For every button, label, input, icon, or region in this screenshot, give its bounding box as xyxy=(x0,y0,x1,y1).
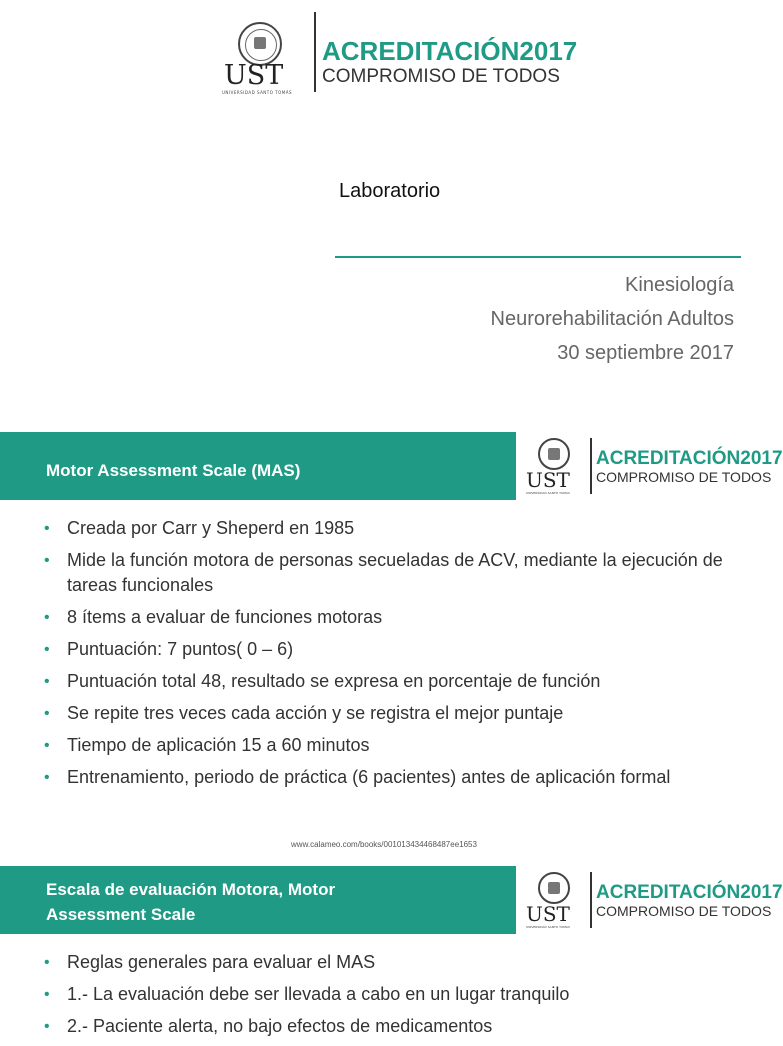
header-line: Escala de evaluación Motora, Motor xyxy=(46,880,336,899)
logo-divider xyxy=(314,12,316,92)
compromiso-text: COMPROMISO DE TODOS xyxy=(596,469,772,485)
acreditacion-text: ACREDITACIÓN2017 xyxy=(322,36,578,66)
list-item: • Reglas generales para evaluar el MAS xyxy=(44,950,724,975)
header-logo xyxy=(516,866,783,934)
header-line: Assessment Scale xyxy=(46,905,196,924)
source-link[interactable]: www.calameo.com/books/001013434468487ee1653 xyxy=(291,840,477,849)
list-item: • Entrenamiento, periodo de práctica (6 pacientes) antes de aplicación formal xyxy=(44,765,724,790)
list-item: • Se repite tres veces cada acción y se registra el mejor puntaje xyxy=(44,701,724,726)
ust-logo-text: UST xyxy=(526,902,570,926)
ust-logo-subtext: UNIVERSIDAD SANTO TOMÁS xyxy=(526,491,570,495)
list-item: • 1.- La evaluación debe ser llevada a cabo en un lugar tranquilo xyxy=(44,982,724,1007)
slide-title: Laboratorio xyxy=(339,180,441,202)
ust-logo-text: UST xyxy=(526,468,570,492)
list-item: • Puntuación: 7 puntos( 0 – 6) xyxy=(44,637,724,662)
acreditacion-text: ACREDITACIÓN2017 xyxy=(596,448,783,469)
acreditacion-text: ACREDITACIÓN2017 xyxy=(596,882,783,903)
ust-logo-subtext: UNIVERSIDAD SANTO TOMÁS xyxy=(222,90,292,95)
logo-divider xyxy=(590,438,592,494)
title-slide xyxy=(0,0,768,416)
header-logo xyxy=(516,432,783,500)
slide-header-title: Motor Assessment Scale (MAS) xyxy=(46,461,301,480)
compromiso-text: COMPROMISO DE TODOS xyxy=(596,903,772,919)
subtitle-line: 30 septiembre 2017 xyxy=(557,342,734,364)
mas-slide xyxy=(0,432,783,836)
logo-divider xyxy=(590,872,592,928)
subtitle-line: Neurorehabilitación Adultos xyxy=(490,308,734,330)
bullet-list xyxy=(44,950,724,1046)
list-item: • Creada por Carr y Sheperd en 1985 xyxy=(44,516,724,541)
ust-logo-subtext: UNIVERSIDAD SANTO TOMÁS xyxy=(526,925,570,929)
bullet-list xyxy=(44,516,724,797)
escala-slide xyxy=(0,866,783,1036)
slide-header-title xyxy=(46,877,335,927)
ust-logo-text: UST xyxy=(224,60,284,91)
list-item: • 8 ítems a evaluar de funciones motoras xyxy=(44,605,724,630)
list-item: • Tiempo de aplicación 15 a 60 minutos xyxy=(44,733,724,758)
list-item: • 2.- Paciente alerta, no bajo efectos de medicamentos xyxy=(44,1014,724,1039)
university-seal-icon xyxy=(538,872,570,904)
list-item: • Mide la función motora de personas secueladas de ACV, mediante la ejecución de tareas funcionales xyxy=(44,548,724,598)
compromiso-text: COMPROMISO DE TODOS xyxy=(322,66,560,87)
subtitle-line: Kinesiología xyxy=(625,274,734,296)
university-seal-icon xyxy=(538,438,570,470)
title-subtitle-block xyxy=(491,268,735,370)
title-divider xyxy=(335,256,741,258)
list-item: • Puntuación total 48, resultado se expresa en porcentaje de función xyxy=(44,669,724,694)
ust-acreditacion-logo xyxy=(218,6,578,98)
